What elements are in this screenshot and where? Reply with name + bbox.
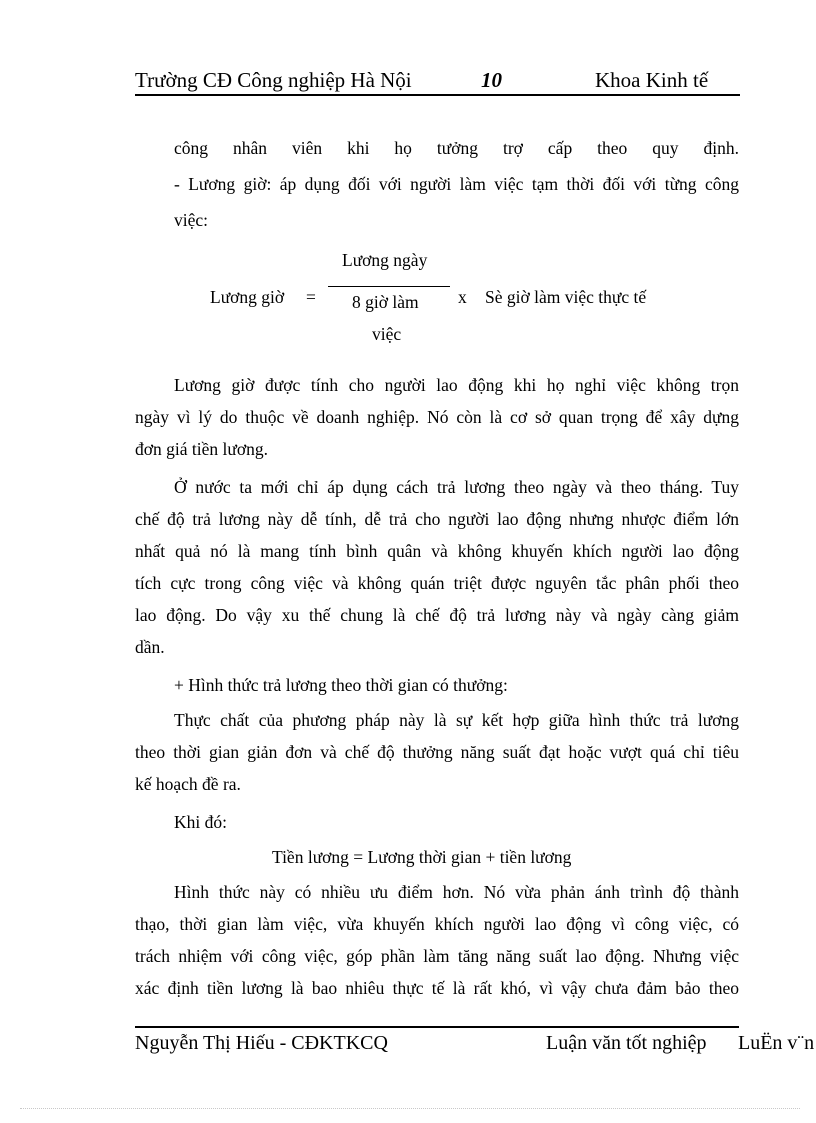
footer-rule	[135, 1026, 739, 1028]
formula-times: x	[458, 287, 467, 307]
text-line: Ở nước ta mới chỉ áp dụng cách trả lương theo ngày và theo tháng. Tuy	[174, 477, 739, 497]
text-line: theo thời gian giản đơn và chế độ thưởng năng suất đạt hoặc vượt quá chỉ tiêu	[135, 742, 739, 762]
page-edge-divider	[20, 1108, 800, 1109]
fraction-bar	[328, 286, 450, 287]
footer-author: Nguyễn Thị Hiếu - CĐKTKCQ	[135, 1032, 388, 1054]
text-line: kế hoạch đề ra.	[135, 774, 241, 794]
formula-equals: =	[306, 287, 316, 307]
formula-numerator: Lương ngày	[342, 250, 428, 270]
text-line: chế độ trả lương này dễ tính, dễ trả cho người lao động nhưng nhược điểm lớn	[135, 509, 739, 529]
text-line: Thực chất của phương pháp này là sự kết hợp giữa hình thức trả lương	[174, 710, 739, 730]
footer-thesis: Luận văn tốt nghiệp	[546, 1032, 707, 1054]
text-line: tích cực trong công việc và không quán triệt được nguyên tắc phân phối theo	[135, 573, 739, 593]
text-line: dần.	[135, 637, 165, 657]
page-header	[135, 68, 740, 96]
text-line: đơn giá tiền lương.	[135, 439, 268, 459]
text-line: thạo, thời gian làm việc, vừa khuyến khích người lao động vì công việc, có	[135, 914, 739, 934]
text-line: xác định tiền lương là bao nhiêu thực tế là rất khó, vì vậy chưa đảm bảo theo	[135, 978, 739, 998]
text-line: Khi đó:	[174, 812, 227, 832]
header-school: Trường CĐ Công nghiệp Hà Nội	[135, 68, 412, 92]
text-line: Hình thức này có nhiều ưu điểm hơn. Nó vừa phản ánh trình độ thành	[174, 882, 739, 902]
text-line: việc:	[174, 210, 209, 230]
text-line: công nhân viên khi họ tưởng trợ cấp theo quy định.	[174, 138, 739, 158]
text-line: trách nhiệm với công việc, góp phần làm tăng năng suất lao động. Nhưng việc	[135, 946, 739, 966]
header-department: Khoa Kinh tế	[595, 68, 709, 92]
text-line: Lương giờ được tính cho người lao động khi họ nghỉ việc không trọn	[174, 375, 739, 395]
footer-thesis-garbled: LuËn v¨n	[738, 1032, 815, 1054]
formula-lhs: Lương giờ	[210, 287, 285, 307]
text-line: lao động. Do vậy xu thế chung là chế độ trả lương này và ngày càng giảm	[135, 605, 739, 625]
page-number: 10	[481, 68, 502, 92]
wage-formula: Tiền lương = Lương thời gian + tiền lương	[272, 847, 572, 867]
formula-rhs: Sè giờ làm việc thực tế	[485, 287, 647, 307]
formula-denominator: 8 giờ làm	[352, 292, 419, 312]
text-line: ngày vì lý do thuộc về doanh nghiệp. Nó còn là cơ sở quan trọng để xây dựng	[135, 407, 739, 427]
formula-denominator-cont: việc	[372, 324, 402, 344]
text-line: - Lương giờ: áp dụng đối với người làm việc tạm thời đối với từng công	[174, 174, 739, 194]
section-heading: + Hình thức trả lương theo thời gian có thưởng:	[174, 675, 508, 695]
text-line: nhất quả nó là mang tính bình quân và không khuyến khích người lao động	[135, 541, 739, 561]
